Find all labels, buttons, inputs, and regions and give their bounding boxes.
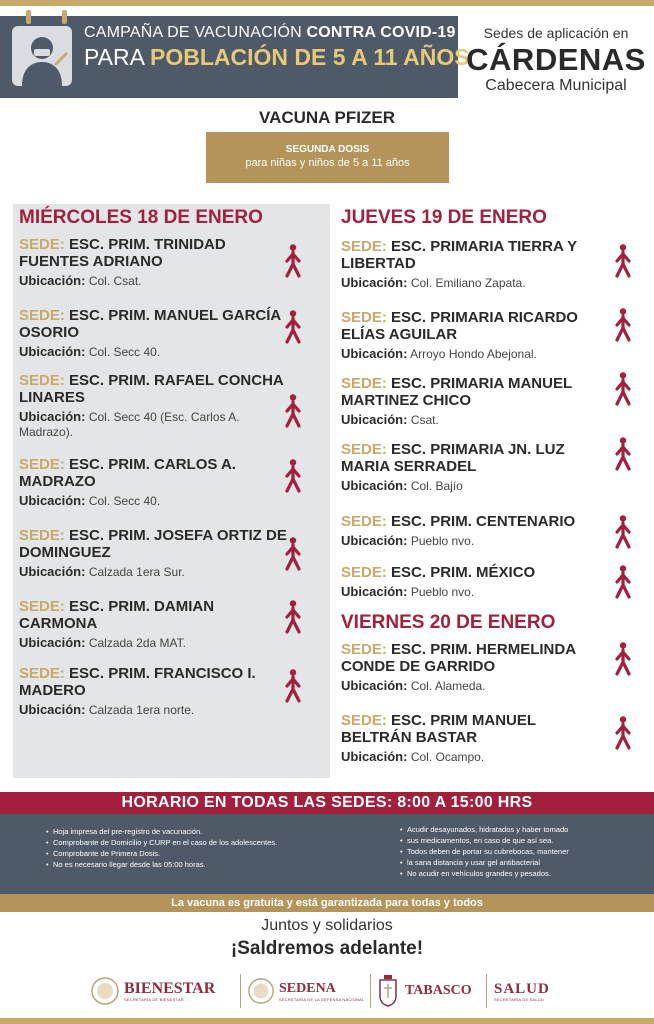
person-walking-icon bbox=[614, 437, 632, 471]
venue-name: SEDE: ESC. PRIM. DAMIAN CARMONA bbox=[19, 598, 215, 632]
venue-card bbox=[19, 236, 287, 289]
requirements-list bbox=[46, 826, 277, 870]
person-walking-icon bbox=[614, 565, 632, 599]
slogan-line-1: Juntos y solidarios bbox=[261, 917, 393, 934]
day-header-thursday: JUEVES 19 DE ENERO bbox=[341, 207, 547, 228]
venue-location: Ubicación: Pueblo nvo. bbox=[341, 584, 475, 599]
bienestar-logo: BIENESTAR SECRETARÍA DE BIENESTAR bbox=[90, 968, 215, 1014]
venue-location: Ubicación: Calzada 1era norte. bbox=[19, 702, 195, 717]
venue-location: Ubicación: Col. Emiliano Zapata. bbox=[341, 275, 526, 290]
venue-location: Ubicación: Col. Secc 40. bbox=[19, 493, 161, 508]
venue-location: Ubicación: Col. Bajío bbox=[341, 478, 463, 493]
city-name: CÁRDENAS bbox=[466, 42, 646, 77]
venue-location: Ubicación: Pueblo nvo. bbox=[341, 533, 475, 548]
venue-card bbox=[19, 665, 287, 718]
venue-name: SEDE: ESC. PRIM. FRANCISCO I. MADERO bbox=[19, 665, 256, 699]
venue-card bbox=[19, 598, 287, 651]
person-walking-icon bbox=[284, 600, 302, 634]
tabasco-logo: TABASCO bbox=[377, 968, 472, 1014]
person-walking-icon bbox=[614, 244, 632, 278]
venue-card bbox=[341, 375, 609, 428]
venue-location: Ubicación: Col. Ocampo. bbox=[341, 749, 485, 764]
venue-name: SEDE: ESC. PRIMARIA MANUEL MARTINEZ CHICO bbox=[341, 375, 572, 409]
venue-card bbox=[19, 527, 287, 580]
venue-name: SEDE: ESC. PRIMARIA JN. LUZ MARIA SERRADEL bbox=[341, 441, 565, 475]
tabasco-crest-icon bbox=[377, 974, 399, 1008]
dose-title: SEGUNDA DOSIS bbox=[285, 144, 370, 155]
venue-card bbox=[19, 372, 287, 440]
venue-name: SEDE: ESC. PRIMARIA TIERRA Y LIBERTAD bbox=[341, 238, 577, 272]
day-header-wednesday: MIÉRCOLES 18 DE ENERO bbox=[19, 207, 263, 228]
venue-name: SEDE: ESC. PRIM. MANUEL GARCÍA OSORIO bbox=[19, 307, 281, 341]
person-walking-icon bbox=[284, 310, 302, 344]
person-walking-icon bbox=[614, 372, 632, 406]
calendar-ring-icon bbox=[62, 10, 67, 24]
recommendation-item: • Todos deben de portar su cubrebocas, mantener bbox=[400, 846, 569, 857]
recommendation-item: • la sana distancia y usar gel antibacterial bbox=[400, 857, 569, 868]
dose-subtitle: para niñas y niños de 5 a 11 años bbox=[245, 157, 410, 169]
location-label: Sedes de aplicación en bbox=[483, 25, 629, 41]
top-gold-line bbox=[0, 0, 654, 6]
calendar-ring-icon bbox=[26, 10, 31, 24]
recommendation-item: • Acudir desayunados, hidratados y haber tomado bbox=[400, 824, 569, 835]
salud-logo: SALUD SECRETARÍA DE SALUD bbox=[494, 980, 550, 1002]
recommendation-item: • No acudir en vehículos grandes y pesados. bbox=[400, 868, 569, 879]
venue-location: Ubicación: Col. Csat. bbox=[19, 273, 142, 288]
recommendations-list bbox=[400, 824, 569, 879]
venue-card bbox=[19, 307, 287, 360]
venue-card bbox=[341, 641, 609, 694]
schedule-bar: HORARIO EN TODAS LAS SEDES: 8:00 A 15:00 HRS bbox=[0, 792, 654, 814]
person-walking-icon bbox=[614, 642, 632, 676]
venue-location: Ubicación: Arroyo Hondo Abejonal. bbox=[341, 346, 537, 361]
venue-card bbox=[341, 513, 609, 549]
venue-card bbox=[341, 441, 609, 494]
person-walking-icon bbox=[614, 716, 632, 750]
venue-card bbox=[341, 309, 609, 362]
requirement-item: • No es necesario llegar desde las 05:00 horas. bbox=[46, 859, 277, 870]
person-walking-icon bbox=[284, 244, 302, 278]
venue-name: SEDE: ESC. PRIM. RAFAEL CONCHA LINARES bbox=[19, 372, 284, 406]
person-walking-icon bbox=[284, 669, 302, 703]
requirement-item: • Comprobante de Primera Dosis. bbox=[46, 848, 277, 859]
venue-location: Ubicación: Col. Secc 40. bbox=[19, 344, 161, 359]
venue-name: SEDE: ESC. PRIM. TRINIDAD FUENTES ADRIANO bbox=[19, 236, 226, 270]
person-walking-icon bbox=[284, 459, 302, 493]
venue-name: SEDE: ESC. PRIMARIA RICARDO ELÍAS AGUILAR bbox=[341, 309, 578, 343]
person-walking-icon bbox=[614, 308, 632, 342]
recommendation-item: • sus medicamentos, en caso de que así sea. bbox=[400, 835, 569, 846]
venue-card bbox=[341, 564, 609, 600]
venue-card bbox=[341, 712, 609, 765]
sedena-logo: SEDENA SECRETARÍA DE LA DEFENSA NACIONAL bbox=[247, 968, 364, 1014]
venue-name: SEDE: ESC. PRIM. CENTENARIO bbox=[341, 513, 576, 530]
person-walking-icon bbox=[614, 515, 632, 549]
logo-divider bbox=[240, 974, 241, 1008]
venue-card bbox=[341, 238, 609, 291]
requirement-item: • Hoja impresa del pre-registro de vacunación. bbox=[46, 826, 277, 837]
population-title: PARA POBLACIÓN DE 5 A 11 AÑOS bbox=[84, 44, 470, 70]
day-header-friday: VIERNES 20 DE ENERO bbox=[341, 612, 556, 633]
person-walking-icon bbox=[284, 537, 302, 571]
logo-divider bbox=[370, 974, 371, 1008]
free-vaccine-notice: La vacuna es gratuita y está garantizada para todas y todos bbox=[0, 894, 654, 912]
health-worker-icon bbox=[12, 26, 72, 86]
slogan-line-2: ¡Saldremos adelante! bbox=[230, 938, 424, 959]
location-subtitle: Cabecera Municipal bbox=[485, 77, 627, 94]
campaign-title: CAMPAÑA DE VACUNACIÓN CONTRA COVID-19 bbox=[84, 24, 456, 41]
venue-location: Ubicación: Calzada 2da MAT. bbox=[19, 635, 186, 650]
logo-divider bbox=[486, 974, 487, 1008]
venue-name: SEDE: ESC. PRIM. CARLOS A. MADRAZO bbox=[19, 456, 236, 490]
venue-name: SEDE: ESC. PRIM. MÉXICO bbox=[341, 564, 536, 581]
person-walking-icon bbox=[284, 394, 302, 428]
venue-card bbox=[19, 456, 287, 509]
venue-name: SEDE: ESC. PRIM. JOSEFA ORTIZ DE DOMINGUEZ bbox=[19, 527, 287, 561]
vaccine-title: VACUNA PFIZER bbox=[259, 108, 395, 127]
venue-location: Ubicación: Col. Secc 40 (Esc. Carlos A. Madrazo). bbox=[19, 409, 240, 439]
venue-location: Ubicación: Csat. bbox=[341, 412, 439, 427]
requirements-box bbox=[0, 814, 654, 894]
requirement-item: • Comprobante de Domicilio y CURP en el caso de los adolescentes. bbox=[46, 837, 277, 848]
venue-location: Ubicación: Col. Alameda. bbox=[341, 678, 486, 693]
venue-name: SEDE: ESC. PRIM. HERMELINDA CONDE DE GARRIDO bbox=[341, 641, 576, 675]
venue-name: SEDE: ESC. PRIM MANUEL BELTRÁN BASTAR bbox=[341, 712, 536, 746]
venue-location: Ubicación: Calzada 1era Sur. bbox=[19, 564, 185, 579]
dose-banner bbox=[206, 132, 449, 183]
bottom-gold-line bbox=[0, 1018, 654, 1024]
bienestar-seal-icon bbox=[90, 976, 120, 1006]
sedena-seal-icon bbox=[247, 977, 275, 1005]
